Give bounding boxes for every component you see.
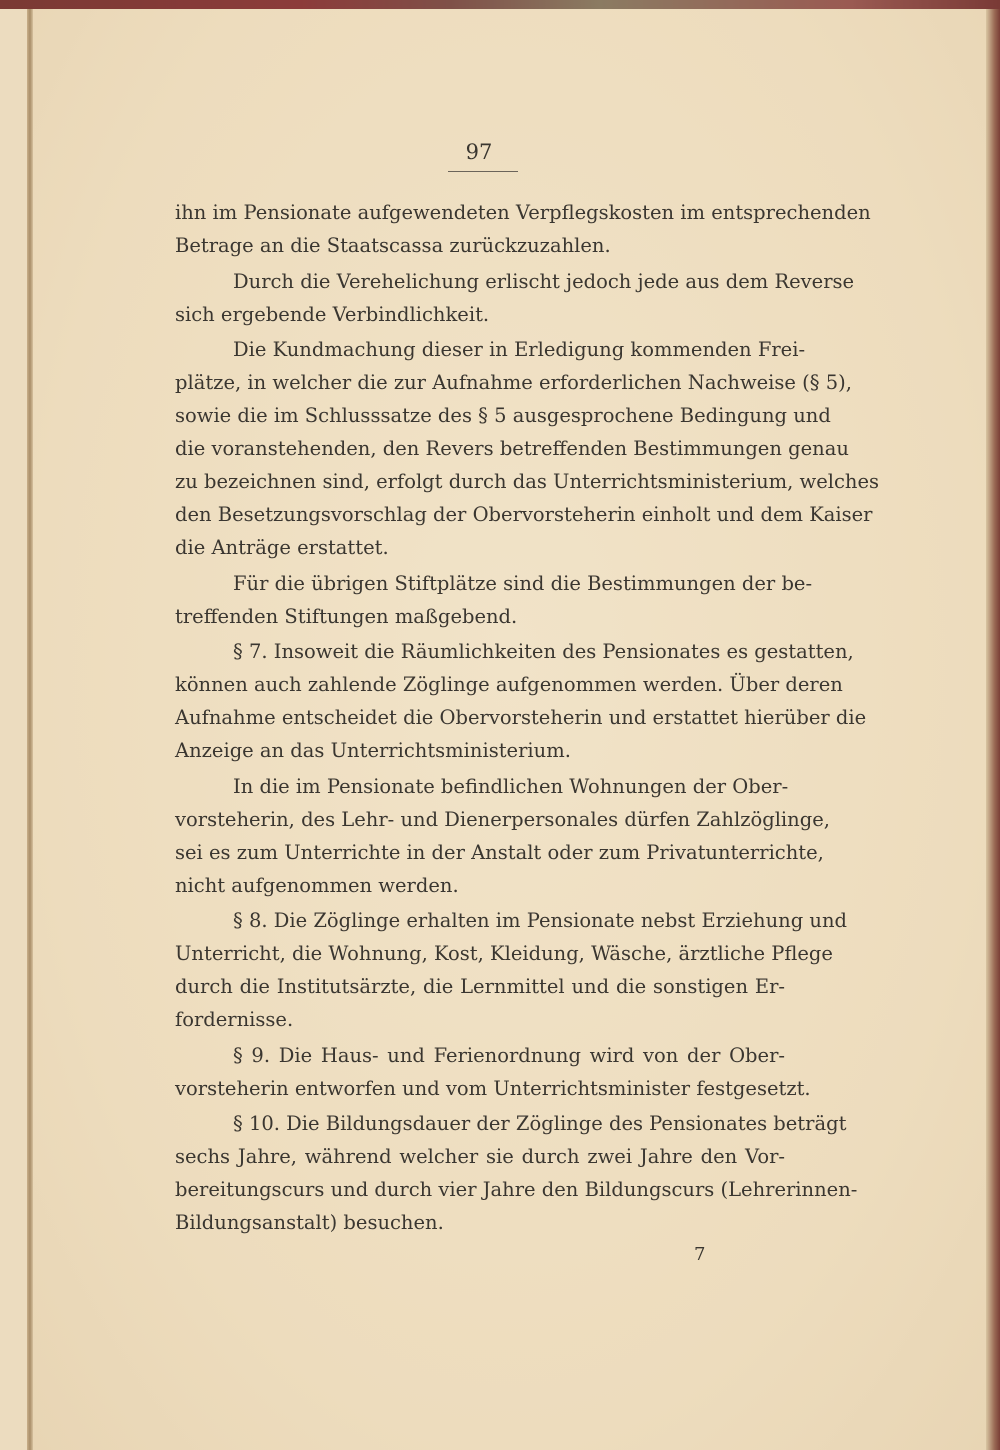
text-line: Aufnahme entscheidet die Obervorsteherin und erstattet hierüber die [175, 706, 867, 729]
text-line: vorsteherin, des Lehr- und Dienerpersonales dürfen Zahlzöglinge, [175, 807, 830, 831]
text-line: den Besetzungsvorschlag der Obervorsteherin einholt und dem Kaiser [175, 503, 873, 526]
text-line: § 9. Die Haus- und Ferienordnung wird von der Ober- [233, 1043, 785, 1067]
page-number: 97 [465, 140, 493, 164]
text-line: die voranstehenden, den Revers betreffenden Bestimmungen genau [175, 437, 849, 460]
text-line: können auch zahlende Zöglinge aufgenommen werden. Über deren [175, 673, 843, 696]
body-text [175, 196, 880, 1242]
text-line: vorsteherin entworfen und vom Unterrichtsminister festgesetzt. [175, 1076, 811, 1100]
paragraph [175, 635, 867, 767]
text-line: Anzeige an das Unterrichtsministerium. [175, 739, 571, 762]
facing-page-edge [0, 9, 28, 1450]
text-line: sowie die im Schlusssatze des § 5 ausgesprochene Bedingung und [175, 404, 831, 427]
text-line: sechs Jahre, während welcher sie durch zwei Jahre den Vor- [175, 1145, 785, 1168]
text-line: § 8. Die Zöglinge erhalten im Pensionate nebst Erziehung und [233, 909, 848, 932]
text-line: zu bezeichnen sind, erfolgt durch das Unterrichtsministerium, welches [175, 470, 880, 493]
text-line: die Anträge erstattet. [175, 536, 389, 559]
text-line: sei es zum Unterrichte in der Anstalt oder zum Privatunterrichte, [175, 840, 824, 864]
text-line: sich ergebende Verbindlichkeit. [175, 302, 490, 326]
text-line: Bildungsanstalt) besuchen. [175, 1211, 444, 1234]
paragraph [175, 196, 871, 262]
text-line: Betrage an die Staatscassa zurückzuzahlen. [175, 234, 611, 257]
paragraph [175, 770, 830, 902]
text-line: plätze, in welcher die zur Aufnahme erforderlichen Nachweise (§ 5), [175, 371, 852, 394]
text-line: treffenden Stiftungen maßgebend. [175, 604, 518, 628]
paragraph [175, 904, 848, 1036]
text-line: bereitungscurs und durch vier Jahre den Bildungscurs (Lehrerinnen- [175, 1178, 858, 1201]
text-line: Unterricht, die Wohnung, Kost, Kleidung, Wäsche, ärztliche Pflege [175, 942, 833, 965]
paragraph [175, 333, 880, 564]
text-line: Für die übrigen Stiftplätze sind die Bestimmungen der be- [233, 571, 813, 595]
text-line: § 7. Insoweit die Räumlichkeiten des Pensionates es gestatten, [233, 640, 854, 663]
text-line: fordernisse. [175, 1008, 294, 1031]
paragraph [175, 1039, 811, 1105]
text-line: durch die Institutsärzte, die Lernmittel und die sonstigen Er- [175, 975, 785, 998]
page-number-rule [448, 171, 518, 172]
text-line: ihn im Pensionate aufgewendeten Verpflegskosten im entsprechenden [175, 201, 871, 224]
book-edge-top [0, 0, 1000, 9]
book-edge-right [986, 9, 1000, 1450]
text-line: Durch die Verehelichung erlischt jedoch jede aus dem Reverse [233, 269, 855, 293]
text-line: § 10. Die Bildungsdauer der Zöglinge des Pensionates beträgt [233, 1112, 847, 1135]
signature-mark: 7 [694, 1244, 706, 1265]
text-line: In die im Pensionate befindlichen Wohnungen der Ober- [233, 774, 789, 798]
text-line: nicht aufgenommen werden. [175, 873, 459, 897]
paragraph [175, 265, 855, 331]
paragraph [175, 567, 813, 633]
paragraph [175, 1107, 858, 1239]
text-line: Die Kundmachung dieser in Erledigung kommenden Frei- [233, 338, 806, 361]
